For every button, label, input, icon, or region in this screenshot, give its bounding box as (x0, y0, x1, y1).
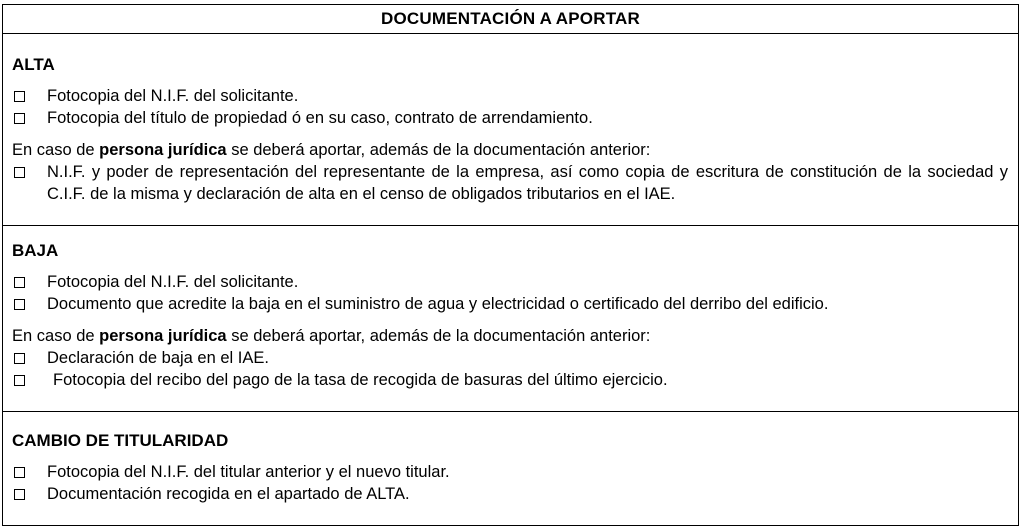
list-item (12, 347, 1008, 369)
legal-entity-note (12, 325, 1008, 347)
checkbox-icon (14, 375, 25, 386)
table-header (3, 5, 1018, 34)
checkbox-icon (14, 167, 25, 178)
note-text: En caso de (12, 141, 100, 159)
list-item-text: Fotocopia del N.I.F. del titular anterior y el nuevo titular. (47, 463, 450, 481)
note-bold-text: persona jurídica (99, 141, 227, 159)
list-item (12, 161, 1008, 205)
section-title-baja: BAJA (12, 241, 59, 260)
list-item-text: Documento que acredite la baja en el suministro de agua y electricidad o certificado del derribo del edificio. (47, 295, 829, 313)
list-item (12, 369, 1008, 391)
header-title: DOCUMENTACIÓN A APORTAR (381, 9, 640, 28)
section-baja (3, 226, 1018, 412)
list-item-text: N.I.F. y poder de representación del representante de la empresa, así como copia de escritura de constitución de la sociedad y C.I.F. de la misma y declaración de alta en el censo de obligados tributarios en el IAE. (47, 163, 1008, 203)
checkbox-icon (14, 91, 25, 102)
list-item-text: Fotocopia del título de propiedad ó en su caso, contrato de arrendamiento. (47, 109, 593, 127)
list-item (12, 293, 1008, 315)
note-text: se deberá aportar, además de la documentación anterior: (226, 141, 651, 159)
checkbox-icon (14, 467, 25, 478)
list-item-text: Fotocopia del recibo del pago de la tasa de recogida de basuras del último ejercicio. (53, 371, 668, 389)
list-item-text: Declaración de baja en el IAE. (47, 349, 269, 367)
list-item (12, 271, 1008, 293)
list-item-text: Fotocopia del N.I.F. del solicitante. (47, 273, 299, 291)
list-item (12, 85, 1008, 107)
checkbox-icon (14, 299, 25, 310)
list-item-text: Fotocopia del N.I.F. del solicitante. (47, 87, 299, 105)
section-alta (3, 34, 1018, 226)
section-title-alta: ALTA (12, 55, 55, 74)
legal-entity-note (12, 139, 1008, 161)
checkbox-icon (14, 489, 25, 500)
list-item (12, 107, 1008, 129)
list-item (12, 461, 1008, 483)
list-item (12, 483, 1008, 505)
note-text: se deberá aportar, además de la documentación anterior: (226, 327, 651, 345)
note-text: En caso de (12, 327, 100, 345)
section-cambio-titularidad (3, 412, 1018, 526)
documentation-table (2, 4, 1019, 526)
section-title-cambio: CAMBIO DE TITULARIDAD (12, 431, 229, 450)
note-bold-text: persona jurídica (99, 327, 227, 345)
checkbox-icon (14, 277, 25, 288)
checkbox-icon (14, 113, 25, 124)
list-item-text: Documentación recogida en el apartado de ALTA. (47, 485, 410, 503)
checkbox-icon (14, 353, 25, 364)
